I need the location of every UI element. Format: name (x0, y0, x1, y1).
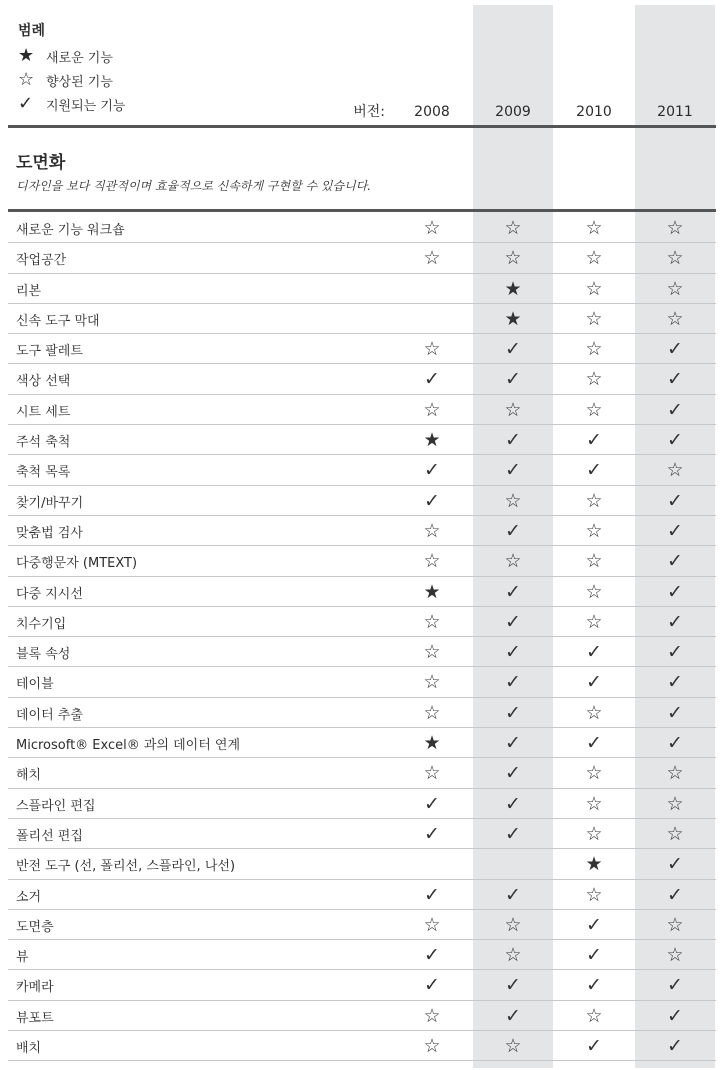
outline-star-icon: ☆ (504, 217, 522, 239)
feature-row (8, 334, 716, 364)
feature-row (8, 425, 716, 455)
feature-name: 뷰포트 (16, 1010, 54, 1026)
feature-row (8, 395, 716, 425)
feature-name: 색상 선택 (16, 374, 71, 390)
checkmark-icon: ✓ (424, 883, 440, 906)
outline-star-icon: ☆ (504, 1035, 522, 1058)
outline-star-icon: ☆ (585, 883, 603, 906)
outline-star-icon: ☆ (504, 944, 522, 967)
feature-name: 다중행문자 (MTEXT) (16, 556, 138, 572)
section-title: 도면화 (16, 153, 66, 173)
year-header-2008: 2008 (414, 104, 450, 120)
feature-name: 리본 (16, 283, 42, 299)
checkmark-icon: ✓ (424, 792, 440, 815)
feature-name: 치수기입 (16, 616, 67, 632)
feature-name: 데이터 추출 (16, 707, 83, 723)
outline-star-icon: ☆ (666, 459, 684, 482)
checkmark-icon: ✓ (505, 368, 521, 391)
checkmark-icon: ✓ (505, 580, 521, 603)
feature-name: 도면층 (16, 919, 54, 935)
checkmark-icon: ✓ (505, 732, 521, 755)
legend-item-new (18, 44, 125, 68)
outline-star-icon: ☆ (423, 610, 441, 633)
outline-star-icon: ☆ (504, 398, 522, 421)
outline-star-icon: ☆ (423, 762, 441, 785)
feature-name: 신속 도구 막대 (16, 313, 100, 329)
feature-row (8, 213, 716, 243)
checkmark-icon: ✓ (586, 974, 602, 997)
checkmark-icon: ✓ (586, 429, 602, 452)
checkmark-icon: ✓ (18, 93, 34, 114)
feature-name: Microsoft® Excel® 과의 데이터 연계 (16, 738, 241, 754)
feature-name: 맞춤법 검사 (16, 525, 83, 541)
checkmark-icon: ✓ (667, 671, 683, 694)
year-header-2011: 2011 (657, 104, 693, 120)
outline-star-icon: ☆ (585, 338, 603, 361)
feature-row (8, 607, 716, 637)
outline-star-icon: ☆ (423, 1004, 441, 1027)
feature-name: 시트 세트 (16, 404, 71, 420)
checkmark-icon: ✓ (505, 883, 521, 906)
feature-row (8, 1001, 716, 1031)
feature-name: 새로운 기능 워크숍 (16, 223, 125, 238)
checkmark-icon: ✓ (667, 338, 683, 361)
checkmark-icon: ✓ (667, 580, 683, 603)
feature-row (8, 698, 716, 728)
feature-row (8, 758, 716, 788)
feature-row (8, 455, 716, 485)
feature-row (8, 486, 716, 516)
section-subtitle: 디자인을 보다 직관적이며 효율적으로 신속하게 구현할 수 있습니다. (16, 179, 372, 193)
outline-star-icon: ☆ (585, 762, 603, 785)
feature-row (8, 728, 716, 758)
legend (18, 20, 125, 116)
checkmark-icon: ✓ (586, 913, 602, 936)
checkmark-icon: ✓ (505, 429, 521, 452)
legend-label: 지원되는 기능 (46, 98, 126, 114)
feature-name: 폴리선 편집 (16, 828, 83, 844)
checkmark-icon: ✓ (505, 610, 521, 633)
section-divider (8, 209, 716, 212)
checkmark-icon: ✓ (667, 1004, 683, 1027)
outline-star-icon: ☆ (423, 217, 441, 239)
feature-row (8, 243, 716, 273)
checkmark-icon: ✓ (667, 853, 683, 876)
outline-star-icon: ☆ (666, 913, 684, 936)
outline-star-icon: ☆ (423, 338, 441, 361)
checkmark-icon: ✓ (424, 944, 440, 967)
outline-star-icon: ☆ (585, 1004, 603, 1027)
filled-star-icon: ★ (423, 580, 441, 603)
feature-row (8, 849, 716, 879)
checkmark-icon: ✓ (667, 701, 683, 724)
outline-star-icon: ☆ (423, 550, 441, 573)
outline-star-icon: ☆ (423, 671, 441, 694)
checkmark-icon: ✓ (586, 641, 602, 664)
feature-row (8, 819, 716, 849)
outline-star-icon: ☆ (423, 701, 441, 724)
checkmark-icon: ✓ (667, 974, 683, 997)
header-divider (8, 125, 716, 128)
feature-name: 도구 팔레트 (16, 344, 83, 360)
outline-star-icon: ☆ (423, 1035, 441, 1058)
feature-name: 뷰 (16, 950, 29, 966)
outline-star-icon: ☆ (585, 277, 603, 300)
feature-row (8, 516, 716, 546)
version-label: 버전: (353, 104, 385, 120)
feature-name: 축척 목록 (16, 465, 71, 481)
checkmark-icon: ✓ (505, 641, 521, 664)
feature-row (8, 667, 716, 697)
filled-star-icon: ★ (504, 307, 522, 330)
feature-name: 소거 (16, 889, 42, 905)
checkmark-icon: ✓ (586, 1035, 602, 1058)
legend-title: 범례 (18, 23, 46, 39)
filled-star-icon: ★ (504, 277, 522, 300)
outline-star-icon: ☆ (504, 913, 522, 936)
checkmark-icon: ✓ (667, 368, 683, 391)
outline-star-icon: ☆ (666, 307, 684, 330)
outline-star-icon: ☆ (585, 792, 603, 815)
outline-star-icon: ☆ (666, 944, 684, 967)
outline-star-icon: ☆ (585, 550, 603, 573)
checkmark-icon: ✓ (505, 459, 521, 482)
feature-row (8, 577, 716, 607)
feature-row (8, 546, 716, 576)
checkmark-icon: ✓ (505, 519, 521, 542)
checkmark-icon: ✓ (586, 459, 602, 482)
checkmark-icon: ✓ (586, 732, 602, 755)
outline-star-icon: ☆ (585, 580, 603, 603)
legend-label: 향상된 기능 (46, 74, 113, 90)
outline-star-icon: ☆ (585, 519, 603, 542)
outline-star-icon: ☆ (585, 217, 603, 239)
feature-name: 스플라인 편집 (16, 798, 96, 814)
outline-star-icon: ☆ (666, 822, 684, 845)
checkmark-icon: ✓ (667, 398, 683, 421)
checkmark-icon: ✓ (667, 610, 683, 633)
checkmark-icon: ✓ (424, 974, 440, 997)
feature-row (8, 274, 716, 304)
outline-star-icon: ☆ (585, 701, 603, 724)
checkmark-icon: ✓ (667, 883, 683, 906)
feature-name: 다중 지시선 (16, 586, 83, 602)
feature-row (8, 970, 716, 1000)
checkmark-icon: ✓ (424, 489, 440, 512)
feature-name: 반전 도구 (선, 폴리선, 스플라인, 나선) (16, 859, 236, 875)
checkmark-icon: ✓ (505, 822, 521, 845)
outline-star-icon: ☆ (666, 792, 684, 815)
checkmark-icon: ✓ (505, 762, 521, 785)
outline-star-icon: ☆ (585, 489, 603, 512)
feature-row (8, 789, 716, 819)
outline-star-icon: ☆ (666, 762, 684, 785)
feature-row (8, 880, 716, 910)
feature-name: 찾기/바꾸기 (16, 495, 84, 511)
filled-star-icon: ★ (585, 853, 603, 876)
outline-star-icon: ☆ (585, 247, 603, 270)
filled-star-icon: ★ (423, 429, 441, 452)
outline-star-icon: ☆ (423, 247, 441, 270)
outline-star-icon: ☆ (423, 398, 441, 421)
checkmark-icon: ✓ (667, 489, 683, 512)
checkmark-icon: ✓ (667, 1035, 683, 1058)
checkmark-icon: ✓ (586, 944, 602, 967)
feature-name: 해치 (16, 768, 42, 784)
feature-row (8, 1031, 716, 1061)
checkmark-icon: ✓ (505, 338, 521, 361)
feature-row (8, 910, 716, 940)
legend-item-supported (18, 92, 125, 116)
feature-name: 배치 (16, 1041, 42, 1057)
checkmark-icon: ✓ (424, 822, 440, 845)
feature-row (8, 637, 716, 667)
feature-row (8, 364, 716, 394)
checkmark-icon: ✓ (424, 368, 440, 391)
legend-item-enhanced (18, 68, 125, 92)
checkmark-icon: ✓ (505, 701, 521, 724)
checkmark-icon: ✓ (424, 459, 440, 482)
outline-star-icon: ☆ (666, 217, 684, 239)
checkmark-icon: ✓ (505, 792, 521, 815)
checkmark-icon: ✓ (667, 641, 683, 664)
year-header-2010: 2010 (576, 104, 612, 120)
outline-star-icon: ☆ (423, 641, 441, 664)
feature-name: 블록 속성 (16, 647, 71, 663)
outline-star-icon: ☆ (666, 277, 684, 300)
outline-star-icon: ☆ (504, 247, 522, 270)
checkmark-icon: ✓ (667, 732, 683, 755)
outline-star-icon: ☆ (18, 69, 35, 90)
feature-row (8, 940, 716, 970)
checkmark-icon: ✓ (505, 974, 521, 997)
feature-name: 테이블 (16, 677, 54, 693)
feature-table (8, 213, 716, 1061)
checkmark-icon: ✓ (667, 429, 683, 452)
outline-star-icon: ☆ (504, 550, 522, 573)
outline-star-icon: ☆ (423, 519, 441, 542)
filled-star-icon: ★ (423, 732, 441, 755)
checkmark-icon: ✓ (586, 671, 602, 694)
feature-row (8, 304, 716, 334)
outline-star-icon: ☆ (585, 307, 603, 330)
checkmark-icon: ✓ (505, 1004, 521, 1027)
outline-star-icon: ☆ (666, 247, 684, 270)
outline-star-icon: ☆ (585, 398, 603, 421)
checkmark-icon: ✓ (667, 519, 683, 542)
checkmark-icon: ✓ (505, 671, 521, 694)
legend-label: 새로운 기능 (46, 50, 113, 66)
year-header-2009: 2009 (495, 104, 531, 120)
outline-star-icon: ☆ (504, 489, 522, 512)
feature-name: 작업공간 (16, 253, 67, 269)
outline-star-icon: ☆ (423, 913, 441, 936)
outline-star-icon: ☆ (585, 368, 603, 391)
feature-name: 카메라 (16, 980, 54, 996)
outline-star-icon: ☆ (585, 610, 603, 633)
feature-name: 주석 축척 (16, 435, 71, 451)
outline-star-icon: ☆ (585, 822, 603, 845)
checkmark-icon: ✓ (667, 550, 683, 573)
filled-star-icon: ★ (18, 45, 35, 66)
